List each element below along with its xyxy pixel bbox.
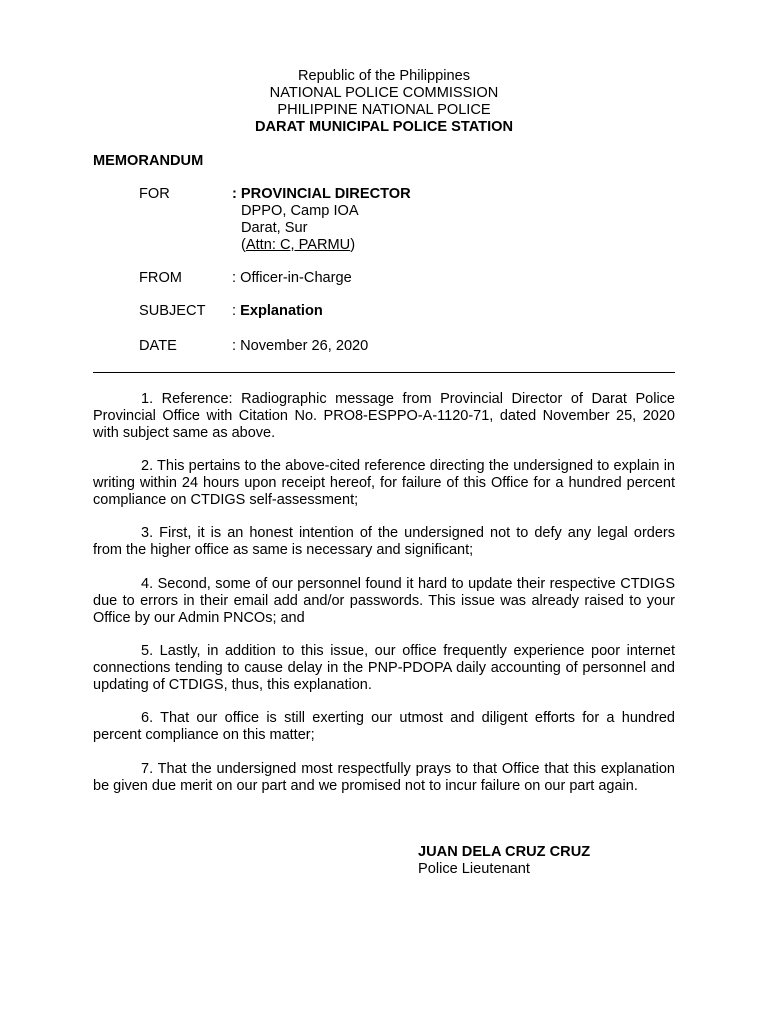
date-value: : November 26, 2020 xyxy=(232,338,369,354)
for-city-line: Darat, Sur xyxy=(241,220,308,236)
memo-title: MEMORANDUM xyxy=(93,153,204,169)
paragraph-3: 3. First, it is an honest intention of the undersigned not to defy any legal orders from the higher office as same is necessary and significant; xyxy=(93,525,675,558)
header-divider xyxy=(93,372,675,373)
subject-value: : Explanation xyxy=(232,303,323,319)
for-value: : PROVINCIAL DIRECTOR xyxy=(232,186,411,202)
paragraph-6: 6. That our office is still exerting our utmost and diligent efforts for a hundred percent compliance on this matter; xyxy=(93,710,675,743)
for-attention-line: (Attn: C, PARMU) xyxy=(241,237,356,253)
header-station: DARAT MUNICIPAL POLICE STATION xyxy=(254,119,514,135)
signatory-name: JUAN DELA CRUZ CRUZ xyxy=(418,844,591,860)
from-label: FROM xyxy=(139,270,182,286)
subject-label: SUBJECT xyxy=(139,303,206,319)
paragraph-2: 2. This pertains to the above-cited reference directing the undersigned to explain in writing within 24 hours upon receipt hereof, for failure of this Office for a hundred percent compliance on CTDIGS self-assessment; xyxy=(93,458,675,508)
paragraph-1: 1. Reference: Radiographic message from Provincial Director of Darat Police Provincial Office with Citation No. PRO8-ESPPO-A-1120-71, dated November 25, 2020 with subject same as above. xyxy=(93,391,675,441)
header-pnp: PHILIPPINE NATIONAL POLICE xyxy=(277,102,491,118)
subject-text: Explanation xyxy=(240,303,323,319)
header-republic: Republic of the Philippines xyxy=(298,68,470,84)
attention-text: Attn: C, PARMU xyxy=(245,237,351,253)
for-address-line: DPPO, Camp IOA xyxy=(241,203,359,219)
signatory-rank: Police Lieutenant xyxy=(418,861,530,877)
date-label: DATE xyxy=(139,338,177,354)
header-napolcom: NATIONAL POLICE COMMISSION xyxy=(269,85,499,101)
paragraph-4: 4. Second, some of our personnel found it hard to update their respective CTDIGS due to errors in their email add and/or passwords. This issue was already raised to your Office by our Admin PNCOs; and xyxy=(93,576,675,626)
paragraph-7: 7. That the undersigned most respectfully prays to that Office that this explanation be given due merit on our part and we promised not to incur failure on our part again. xyxy=(93,761,675,794)
from-value: : Officer-in-Charge xyxy=(232,270,352,286)
for-label: FOR xyxy=(139,186,170,202)
paragraph-5: 5. Lastly, in addition to this issue, our office frequently experience poor internet connections tending to cause delay in the PNP-PDOPA daily accounting of personnel and updating of CTDIGS, thus, this explanation. xyxy=(93,643,675,693)
